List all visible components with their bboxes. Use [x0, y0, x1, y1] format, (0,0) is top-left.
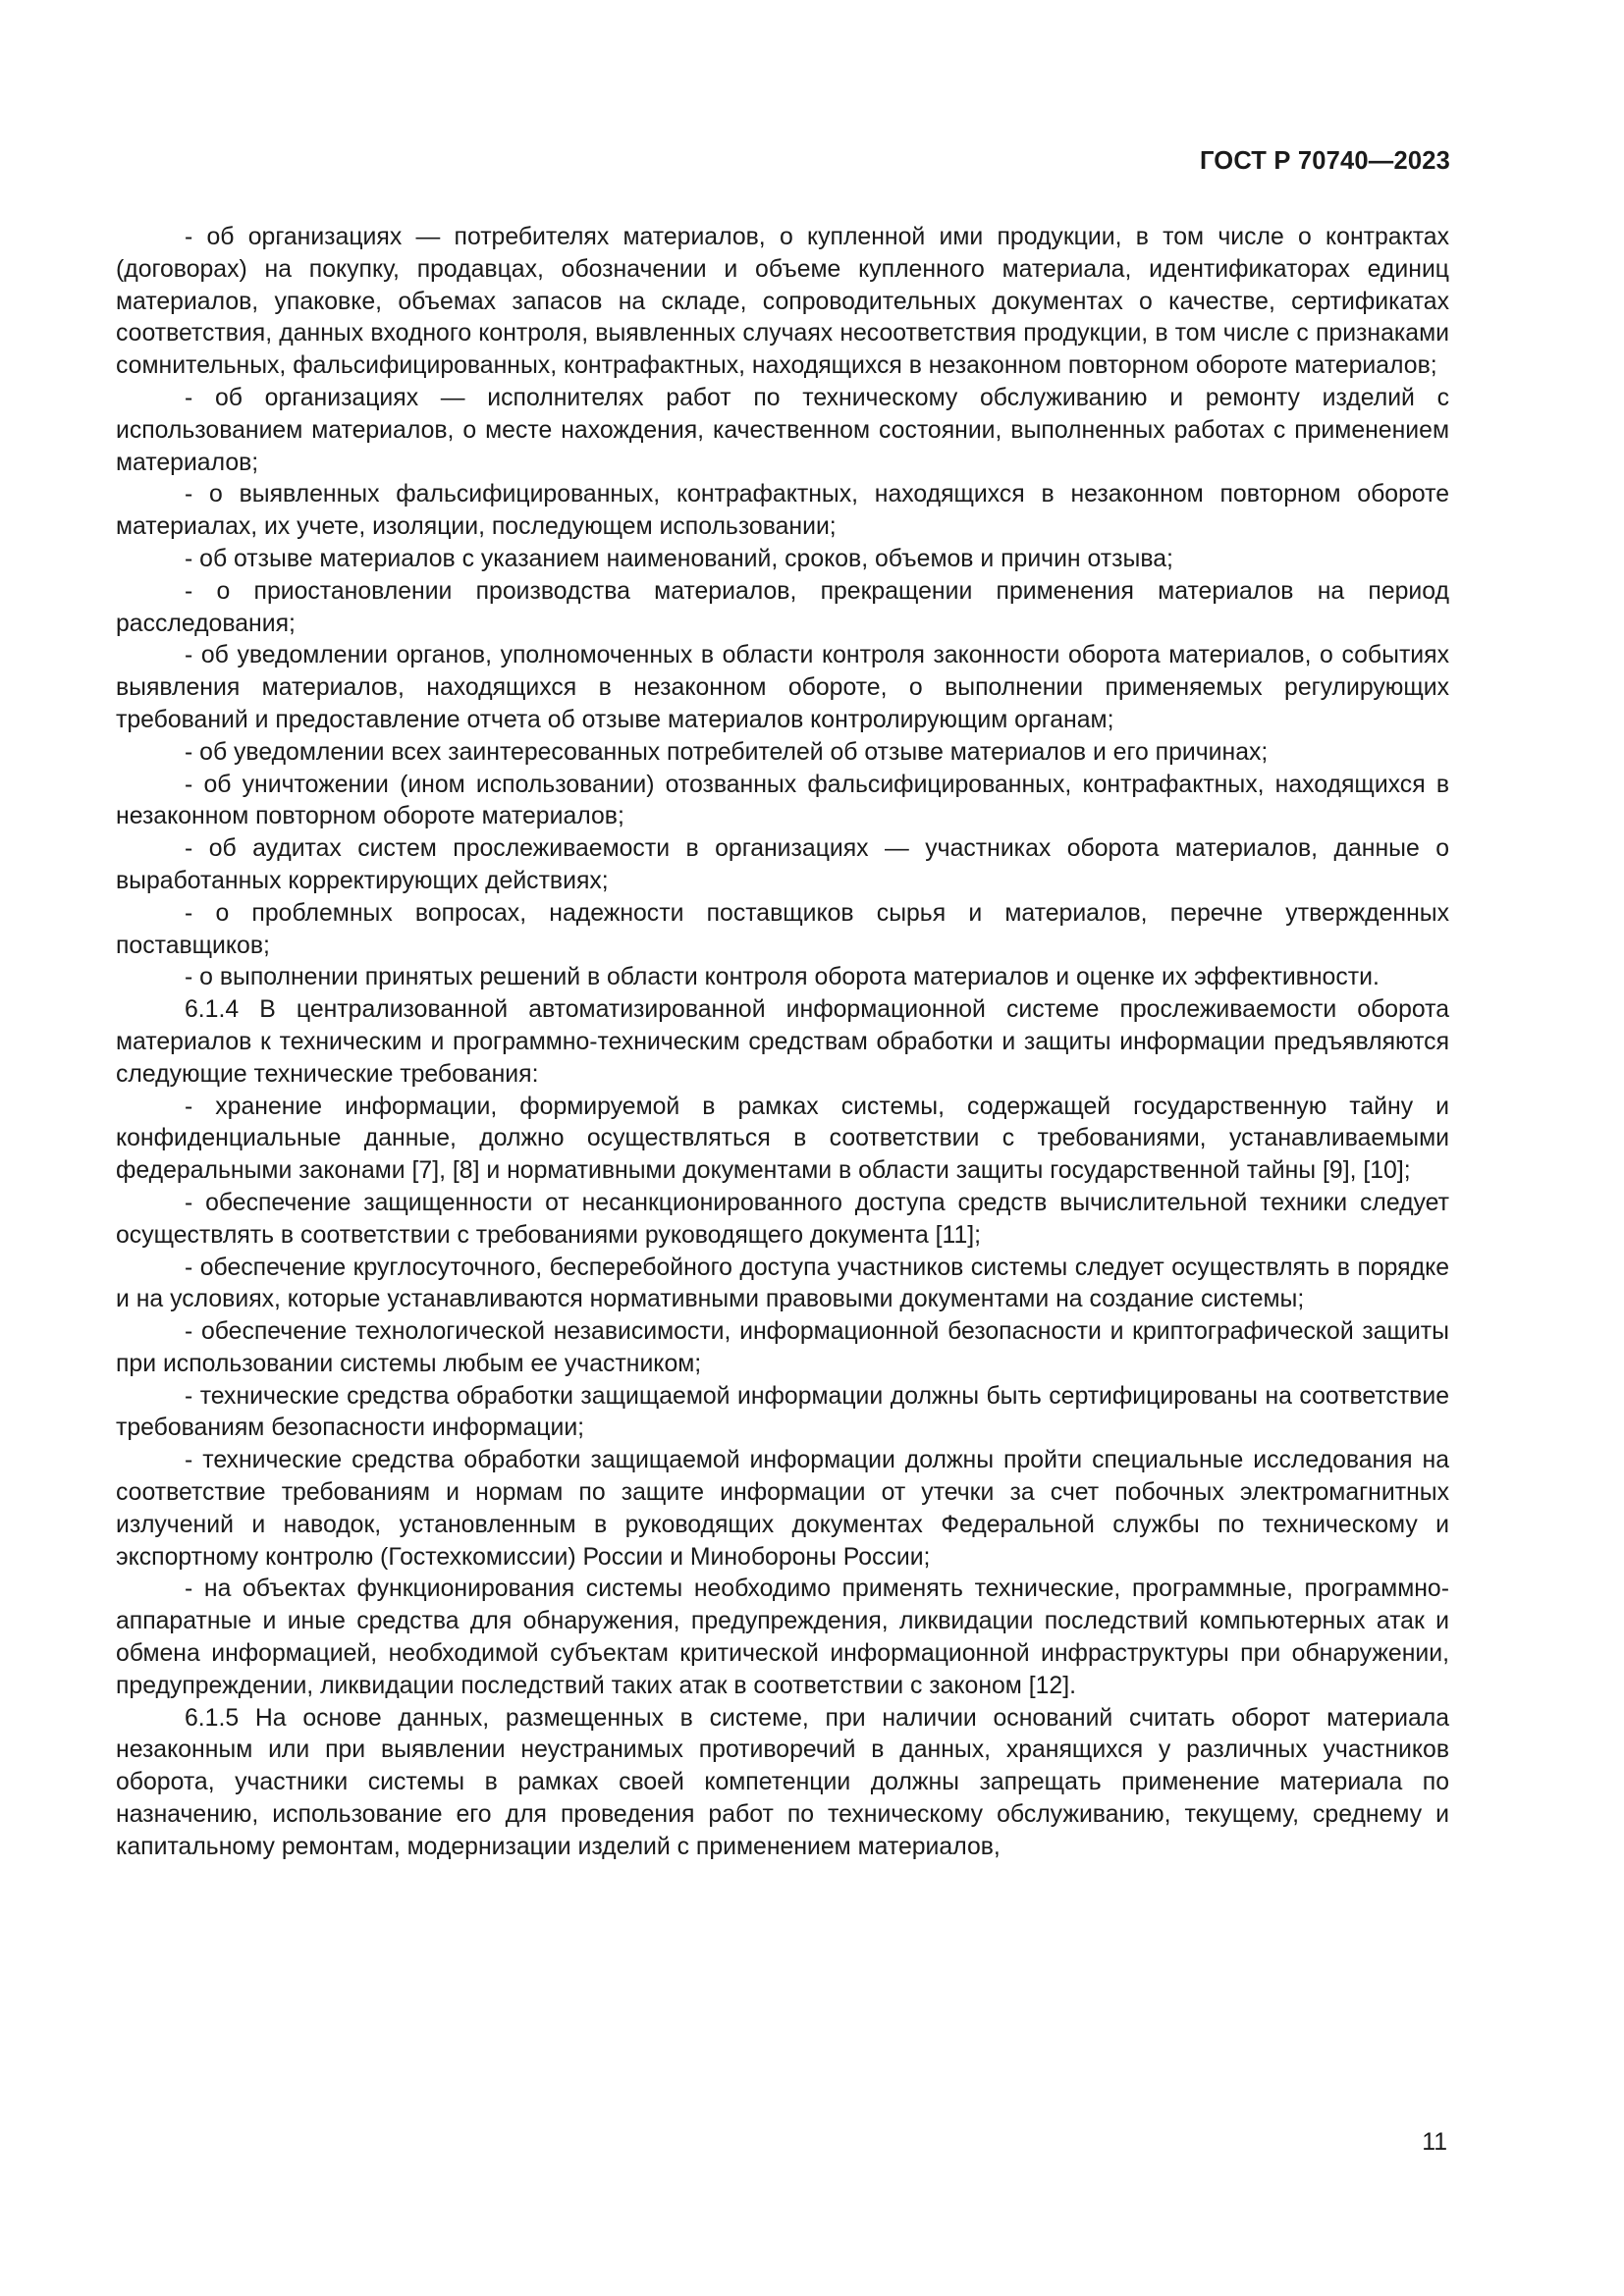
paragraph: - о выявленных фальсифицированных, контрафактных, находящихся в незаконном повторном обороте материалах, их учете, изоляции, последующем использовании;	[116, 481, 1449, 541]
paragraph: - хранение информации, формируемой в рамках системы, содержащей государственную тайну и конфиденциальные данные, должно осуществляться в соответствии с требованиями, устанавливаемыми федеральными законами [7], [8] и нормативными документами в области защиты государственной тайны [9], [10];	[116, 1093, 1449, 1185]
document-standard-id: ГОСТ Р 70740—2023	[1199, 147, 1450, 175]
paragraph: - технические средства обработки защищаемой информации должны быть сертифицированы на соответствие требованиям безопасности информации;	[116, 1382, 1449, 1442]
paragraph: - об уничтожении (ином использовании) отозванных фальсифицированных, контрафактных, находящихся в незаконном повторном обороте материалов;	[116, 771, 1449, 830]
paragraph: - обеспечение круглосуточного, бесперебойного доступа участников системы следует осуществлять в порядке и на условиях, которые устанавливаются нормативными правовыми документами на создание системы;	[116, 1254, 1449, 1313]
paragraph: - об уведомлении всех заинтересованных потребителей об отзыве материалов и его причинах;	[185, 738, 1269, 766]
paragraph: - технические средства обработки защищаемой информации должны пройти специальные исследования на соответствие требованиям и нормам по защите информации от утечки за счет побочных электромагнитных излучений и наводок, установленным в руководящих документах Федеральной службы по техническому и экспортному контролю (Гостехкомиссии) России и Минобороны России;	[116, 1447, 1449, 1571]
paragraph: - о приостановлении производства материалов, прекращении применения материалов на период расследования;	[116, 577, 1449, 637]
paragraph: - об аудитах систем прослеживаемости в организациях — участниках оборота материалов, данные о выработанных корректирующих действиях;	[116, 835, 1449, 894]
paragraph: - на объектах функционирования системы необходимо применять технические, программные, программно-аппаратные и иные средства для обнаружения, предупреждения, ликвидации последствий компьютерных атак и обмена информацией, необходимой субъектам критической информационной инфраструктуры при обнаружении, предупреждении, ликвидации последствий таких атак в соответствии с законом [12].	[116, 1575, 1449, 1699]
paragraph: - об уведомлении органов, уполномоченных в области контроля законности оборота материалов, о событиях выявления материалов, находящихся в незаконном обороте, о выполнении применяемых регулирующих требований и предоставление отчета об отзыве материалов контролирующим органам;	[116, 642, 1449, 733]
paragraph: - об организациях — исполнителях работ по техническому обслуживанию и ремонту изделий с использованием материалов, о месте нахождения, качественном состоянии, выполненных работах с применением материалов;	[116, 384, 1449, 476]
page-number: 11	[1422, 2129, 1447, 2156]
clause-6-1-4: 6.1.4 В централизованной автоматизированной информационной системе прослеживаемости оборота материалов к техническим и программно-техническим средствам обработки и защиты информации предъявляются следующие технические требования:	[116, 996, 1449, 1088]
paragraph: - обеспечение защищенности от несанкционированного доступа средств вычислительной техники следует осуществлять в соответствии с требованиями руководящего документа [11];	[116, 1189, 1449, 1249]
document-body	[116, 222, 1449, 1864]
paragraph: - об организациях — потребителях материалов, о купленной ими продукции, в том числе о контрактах (договорах) на покупку, продавцах, обозначении и объеме купленного материала, идентификаторах единиц материалов, упаковке, объемах запасов на складе, сопроводительных документах о качестве, сертификатах соответствия, данных входного контроля, выявленных случаях несоответствия продукции, в том числе с признаками сомнительных, фальсифицированных, контрафактных, находящихся в незаконном повторном обороте материалов;	[116, 224, 1449, 380]
paragraph: - о выполнении принятых решений в области контроля оборота материалов и оценке их эффективности.	[185, 964, 1380, 991]
paragraph: - о проблемных вопросах, надежности поставщиков сырья и материалов, перечне утвержденных поставщиков;	[116, 899, 1449, 959]
paragraph: - обеспечение технологической независимости, информационной безопасности и криптографической защиты при использовании системы любым ее участником;	[116, 1318, 1449, 1377]
paragraph: - об отзыве материалов с указанием наименований, сроков, объемов и причин отзыва;	[185, 545, 1173, 572]
clause-6-1-5: 6.1.5 На основе данных, размещенных в системе, при наличии оснований считать оборот материала незаконным или при выявлении неустранимых противоречий в данных, хранящихся у различных участников оборота, участники системы в рамках своей компетенции должны запрещать применение материала по назначению, использование его для проведения работ по техническому обслуживанию, текущему, среднему и капитальному ремонтам, модернизации изделий с применением материалов,	[116, 1704, 1449, 1860]
